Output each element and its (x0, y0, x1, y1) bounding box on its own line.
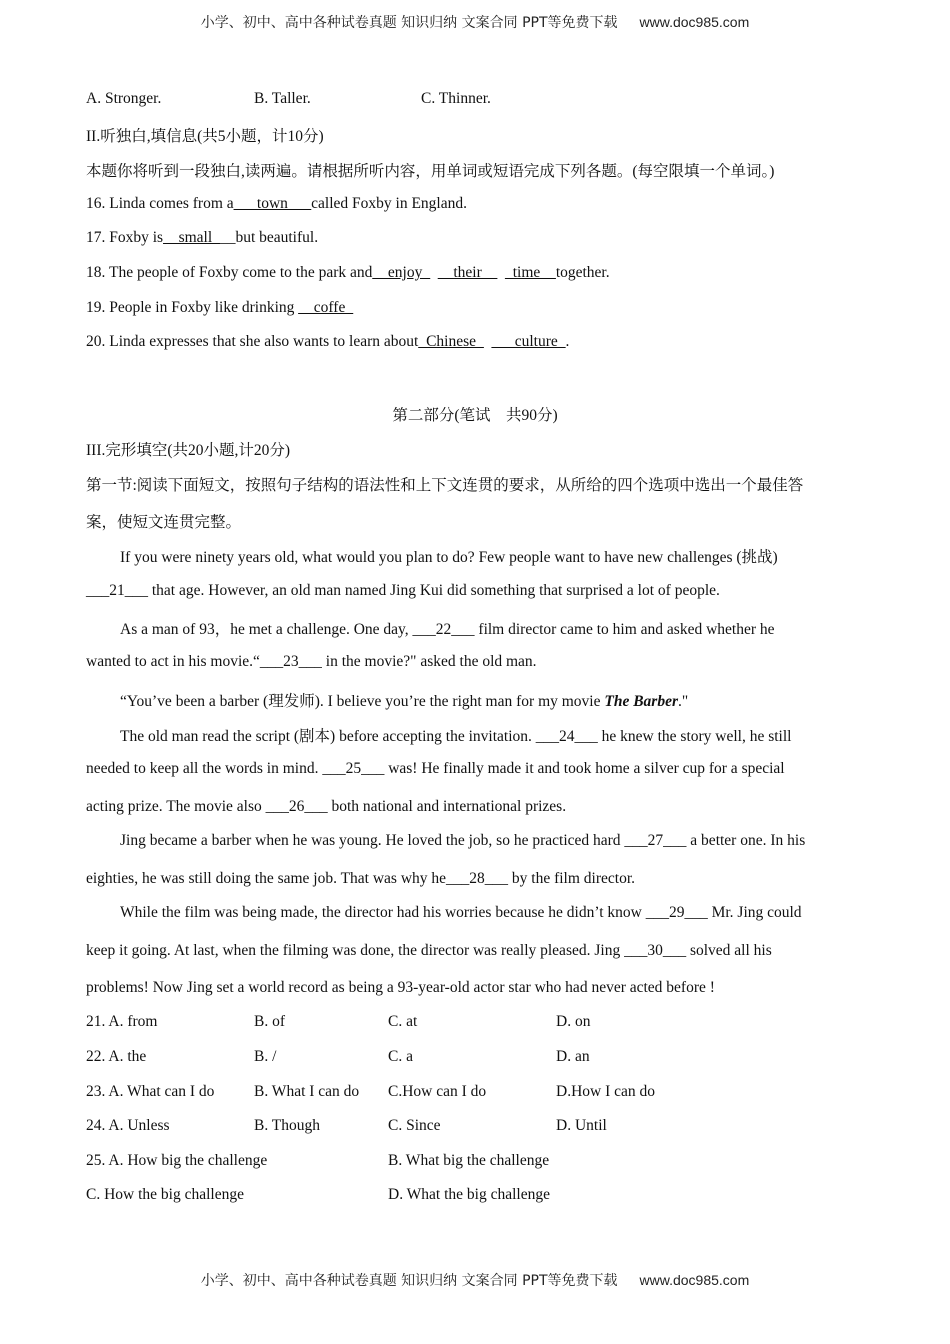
page-footer (0, 1270, 950, 1290)
passage-line: problems! Now Jing set a world record as being a 93-year-old actor star who had never acted before ! (86, 979, 715, 996)
section3-title: III.完形填空(共20小题,计20分) (86, 442, 291, 459)
footer-text: 小学、初中、高中各种试卷真题 知识归纳 文案合同 PPT等免费下载 (200, 1273, 618, 1289)
q25-option-d: D. What the big challenge (388, 1186, 550, 1203)
header-site: www.doc985.com (639, 14, 750, 30)
q16-answer: ___town___ (233, 195, 312, 212)
q15-option-b: B. Taller. (254, 90, 311, 107)
passage-line: As a man of 93，he met a challenge. One day, ___22___ film director came to him and asked whether he (120, 621, 775, 638)
q18-answer-3: _time__ (505, 264, 556, 281)
q18 (86, 264, 610, 282)
q23-option-a: 23. A. What can I do (86, 1083, 215, 1100)
q16-post: called Foxby in England. (311, 195, 467, 212)
passage-text: “You’ve been a barber (理发师). I believe you’re the right man for my movie (120, 693, 601, 710)
section2-title: II.听独白,填信息(共5小题，计10分) (86, 128, 324, 145)
q22-option-b: B. / (254, 1048, 277, 1065)
footer-site: www.doc985.com (639, 1272, 750, 1288)
q23-option-d: D.How I can do (556, 1083, 656, 1100)
q20-post: . (565, 333, 570, 350)
q18-post: together. (555, 264, 610, 281)
q22-option-a: 22. A. the (86, 1048, 147, 1065)
q20-text: 20. Linda expresses that she also wants to learn about (86, 333, 419, 350)
q17-text: 17. Foxby is (86, 229, 164, 246)
part2-title: 第二部分(笔试 共90分) (392, 407, 558, 424)
q22-option-c: C. a (388, 1048, 413, 1065)
section3-instruction-line1: 第一节:阅读下面短文，按照句子结构的语法性和上下文连贯的要求，从所给的四个选项中选出一个最佳答 (86, 477, 804, 494)
q17-answer: __small_ (163, 229, 220, 246)
passage-line: The old man read the script (剧本) before accepting the invitation. ___24___ he knew the story well, he still (120, 728, 792, 745)
passage-line: Jing became a barber when he was young. He loved the job, so he practiced hard ___27___ a better one. In his (120, 832, 806, 849)
passage-line: While the film was being made, the director had his worries because he didn’t know ___29___ Mr. Jing could (120, 904, 802, 921)
q20 (86, 333, 569, 351)
q19-answer: __coffe_ (298, 299, 354, 316)
q21-option-a: 21. A. from (86, 1013, 158, 1030)
q24-option-a: 24. A. Unless (86, 1117, 170, 1134)
q23-option-b: B. What I can do (254, 1083, 360, 1100)
q20-answer-2: ___culture_ (491, 333, 566, 350)
q25-option-a: 25. A. How big the challenge (86, 1152, 268, 1169)
q24-option-d: D. Until (556, 1117, 607, 1134)
passage-line: ___21___ that age. However, an old man named Jing Kui did something that surprised a lot of people. (86, 582, 720, 599)
passage-line (120, 689, 688, 711)
q24-option-c: C. Since (388, 1117, 441, 1134)
q25-option-c: C. How the big challenge (86, 1186, 244, 1203)
q21-option-b: B. of (254, 1013, 285, 1030)
q15-option-a: A. Stronger. (86, 90, 162, 107)
q16 (86, 195, 467, 213)
q21-option-c: C. at (388, 1013, 418, 1030)
q19 (86, 299, 353, 317)
passage-line: If you were ninety years old, what would you plan to do? Few people want to have new challenges (挑战) (120, 549, 778, 566)
passage-line: acting prize. The movie also ___26___ both national and international prizes. (86, 798, 567, 815)
q21-option-d: D. on (556, 1013, 591, 1030)
passage-text: ." (678, 693, 689, 710)
section2-instruction: 本题你将听到一段独白,读两遍。请根据所听内容，用单词或短语完成下列各题。(每空限填一个单词。) (86, 163, 775, 180)
section3-instruction-line2: 案，使短文连贯完整。 (86, 514, 242, 531)
passage-line: needed to keep all the words in mind. ___25___ was! He finally made it and took home a silver cup for a special (86, 760, 785, 777)
page-header (0, 12, 950, 32)
q17-post: __but beautiful. (219, 229, 319, 246)
header-text: 小学、初中、高中各种试卷真题 知识归纳 文案合同 PPT等免费下载 (200, 15, 618, 31)
q16-text: 16. Linda comes from a (86, 195, 234, 212)
passage-line: keep it going. At last, when the filming was done, the director was really pleased. Jing ___30___ solved all his (86, 942, 772, 959)
q23-option-c: C.How can I do (388, 1083, 487, 1100)
passage-line: eighties, he was still doing the same job. That was why he___28___ by the film director. (86, 870, 636, 887)
q17 (86, 229, 318, 247)
movie-title: The Barber (604, 693, 678, 710)
q20-answer-1: _Chinese_ (418, 333, 484, 350)
passage-line: wanted to act in his movie.“___23___ in the movie?" asked the old man. (86, 653, 537, 670)
q22-option-d: D. an (556, 1048, 590, 1065)
q25-option-b: B. What big the challenge (388, 1152, 550, 1169)
q18-answer-2: __their__ (437, 264, 498, 281)
q18-answer-1: __enjoy_ (372, 264, 431, 281)
q15-option-c: C. Thinner. (421, 90, 491, 107)
q19-text: 19. People in Foxby like drinking (86, 299, 295, 316)
q18-text: 18. The people of Foxby come to the park and (86, 264, 373, 281)
q24-option-b: B. Though (254, 1117, 321, 1134)
